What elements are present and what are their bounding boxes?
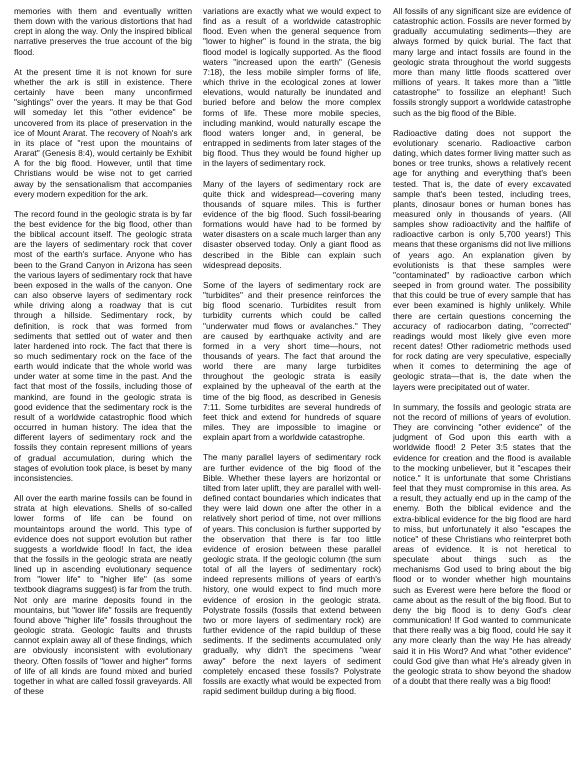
text-column-2 (203, 6, 381, 706)
text-column-1 (14, 6, 192, 706)
paragraph: All over the earth marine fossils can be found in strata at high elevations. Shells of so-called lower forms of life can be found on mountaintops around the world. This type of evidence does not support evolution but rather suggests a worldwide flood! In fact, the idea that the fossils in the geologic strata are neatly lined up in ascending evolutionary sequence from "lower life" to "higher life" (as some textbook diagrams suggest) is far from the truth. Not only are marine deposits found in the mountains, but "lower life" fossils are frequently found above "higher life" fossils throughout the geologic strata. Geologic faults and thrusts cannot explain away all of these findings, which are obviously inconsistent with evolutionary theory. Often fossils of "lower and higher" forms of life of all kinds are found mixed and buried together in what are called fossil graveyards. All of these (14, 493, 192, 696)
paragraph: The many parallel layers of sedimentary rock are further evidence of the big flood of the Bible. Whether these layers are horizontal or tilted from later uplift, they are parallel with well-defined contact boundaries which indicates that they were laid down one after the other in a relatively short period of time, not over millions of years. This conclusion is further supported by the observation that there is far too little evidence of erosion between these parallel geologic strata. If the geologic column (the sum total of all the layers of sedimentary rock) indeed represents millions of years of earth's history, one would expect to find much more evidence of erosion in the geologic strata. Polystrate fossils (fossils that extend between two or more layers of sedimentary rock) are further evidence of the rapid buildup of these sediments. If the sediments accumulated only gradually, why didn't the specimens "wear away" before the next layers of sediment completely encased these fossils? Polystrate fossils are exactly what would be expected from rapid sediment buildup during a big flood. (203, 452, 381, 696)
paragraph: All fossils of any significant size are evidence of catastrophic action. Fossils are never formed by gradually accumulating sediments—they are always formed by quick burial. The fact that many large and intact fossils are found in the geologic strata throughout the world suggests more than many little floods scattered over millions of years. It takes more than a "little catastrophe" to fossilize an elephant! Such fossils strongly support a worldwide catastrophe such as the big flood of the Bible. (393, 6, 571, 118)
text-column-3 (393, 6, 571, 696)
paragraph: Many of the layers of sedimentary rock are quite thick and widespread—covering many thousands of square miles. This is further evidence of the big flood. Such fossil-bearing formations would have had to be formed by water disasters on a scale much larger than any disaster observed today. Only a giant flood as described in the Bible can explain such widespread deposits. (203, 178, 381, 270)
paragraph: At the present time it is not known for sure whether the ark is still in existence. There certainly have been many unconfirmed "sightings" over the years. It may be that God will someday let this "other evidence" be uncovered from its place of preservation in the ice of Mount Ararat. The recovery of Noah's ark in its place of "rest upon the mountains of Ararat" (Genesis 8:4), would certainly be Exhibit A for the big flood. However, until that time Christians would be wise not to get carried away by the sensationalism that accompanies every modern expedition for the ark. (14, 66, 192, 199)
paragraph: memories with them and eventually written them down with the various distortions that had crept in along the way. Only the inspired biblical narrative preserves the true account of the big flood. (14, 6, 192, 57)
paragraph: Radioactive dating does not support the evolutionary scenario. Radioactive carbon dating, which dates former living matter such as bones or tree trunks, shows a relatively recent age for anything and everything that's been tested. That is, the date of every excavated sample that's been tested, including trees, plants, dinosaur bones or human bones has measured only in thousands of years. (All samples show radioactivity and the halflife of radioactive carbon is only 5,700 years!) This means that these organisms did not live millions of years ago. An explanation given by evolutionists is that these samples were "contaminated" by radioactive carbon which seeped in from ground water. The possibility that this could be true of every sample that has ever been examined is highly unlikely. While there are certain questions concerning the accuracy of radiocarbon dating, "corrected" readings would most likely give even more recent dates! Other radiometric methods used for rock dating are very speculative, especially when it comes to determining the age of geologic strata—that is, the date when the layers were precipitated out of water. (393, 127, 571, 392)
paragraph: In summary, the fossils and geologic strata are not the record of millions of years of evolution. They are convincing "other evidence" of the judgment of God upon this earth with a worldwide flood! 2 Peter 3:5 states that the evidence for creation and the flood is available to the mocking unbeliever, but it "escapes their notice." It is unfortunate that some Christians feel that they must compromise in this area. As a result, they actually end up in the camp of the enemy. Both the biblical evidence and the extra-biblical evidence for the big flood are hard to miss, but unfortunately it also "escapes the notice" of these Christians who reinterpret both areas of evidence. It is not heretical to speculate about things such as the mechanisms God used to bring about the big flood or to wonder whether high mountains such as Everest were here before the flood or came about as the result of the big flood. But to deny the big flood is to deny God's clear communication! If God wanted to communicate that there really was a big flood, could He say it any more clearly than the way He has already said it in His Word? And what "other evidence" could God give than what He's already given in the geologic strata to show beyond the shadow of a doubt that there really was a big flood! (393, 401, 571, 686)
paragraph: Some of the layers of sedimentary rock are "turbidites" and their presence reinforces the big flood scenario. Turbidites result from turbidity currents which could be called "underwater mud flows or avalanches." They are caused by earthquake activity and are formed in a very short time—hours, not thousands of years. The fact that around the world there are many large turbidites throughout the geologic strata is easily explained by the upheaval of the earth at the time of the big flood, as described in Genesis 7:11. Some turbidites are several hundreds of feet thick and extend for hundreds of square miles. They are impossible to imagine or explain apart from a worldwide catastrophe. (203, 279, 381, 443)
paragraph: variations are exactly what we would expect to find as a result of a worldwide catastrophic flood. Even when the general sequence from "lower to higher" is found in the strata, the big flood model is logically supported. As the flood waters "increased upon the earth" (Genesis 7:18), the less mobile simpler forms of life, which thrive in the ecological zones at lower elevations, would naturally be inundated and buried before and below the more complex forms of life. These more mobile species, including mankind, would naturally escape the flood waters longer and, in general, be entrapped in sediments from later stages of the big flood. Thus they would be found higher up in the layers of sedimentary rock. (203, 6, 381, 169)
paragraph: The record found in the geologic strata is by far the best evidence for the big flood, other than the biblical account itself. The geologic strata are the layers of sedimentary rock that cover most of the earth's surface. Anyone who has been to the Grand Canyon in Arizona has seen the various layers of sedimentary rock that have been exposed in the walls of the canyon. One can also observe layers of sedimentary rock while driving along a roadway that is cut through a hillside. Sedimentary rock, by definition, is rock that was formed from sediments that settled out of water and then later hardened into rock. The fact that there is so much sedimentary rock on the face of the earth would indicate that the whole world was under water at some time in the past. And the fact that most of the fossils, including those of mankind, are found in the geologic strata is good evidence that the sedimentary rock is the result of a worldwide catastrophic flood which occurred in human history. The idea that the different layers of sedimentary rock and the fossils they contain represent millions of years of gradual accumulation, during which the stages of evolution took place, is beset by many inconsistencies. (14, 208, 192, 483)
